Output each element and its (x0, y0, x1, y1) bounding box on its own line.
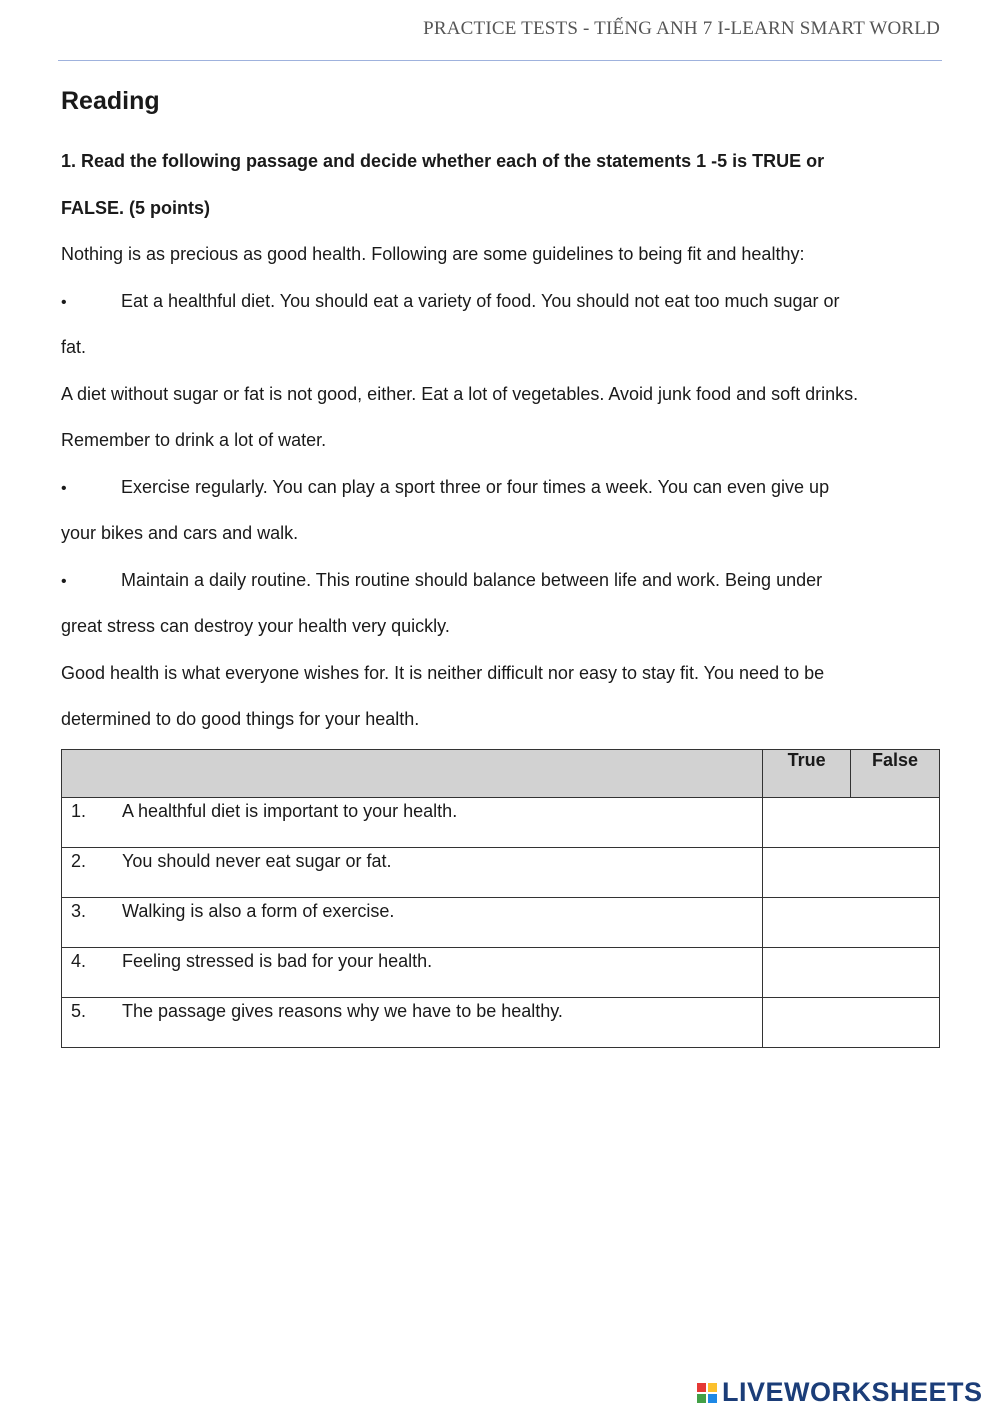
table-row (62, 998, 940, 1048)
answer-cell[interactable] (763, 948, 940, 998)
passage-bullet-exercise (61, 464, 939, 511)
passage-bullet-routine (61, 557, 939, 604)
statement-number: 5. (71, 1001, 87, 1021)
statement-number: 2. (71, 851, 87, 871)
bullet-text: Eat a healthful diet. You should eat a variety of food. You should not eat too much sugar or (121, 290, 840, 311)
true-false-table (61, 749, 940, 1048)
bullet-continuation: great stress can destroy your health very quickly. (61, 616, 450, 636)
answer-cell[interactable] (763, 898, 940, 948)
table-row (62, 798, 940, 848)
table-header-row (62, 750, 940, 798)
logo-square-green (697, 1394, 706, 1403)
table-row (62, 948, 940, 998)
statement-text: The passage gives reasons why we have to be healthy. (122, 1001, 563, 1021)
bullet-icon: • (61, 572, 67, 590)
logo-square-red (697, 1383, 706, 1392)
statement-text: A healthful diet is important to your health. (122, 801, 458, 821)
statement-text: Feeling stressed is bad for your health. (122, 951, 433, 971)
answer-cell[interactable] (763, 848, 940, 898)
false-column-header: False (851, 750, 940, 798)
statement-column-header (62, 750, 763, 798)
table-row (62, 848, 940, 898)
statement-text: Walking is also a form of exercise. (122, 901, 395, 921)
statement-cell (62, 798, 763, 848)
statement-cell (62, 998, 763, 1048)
statement-number: 4. (71, 951, 87, 971)
bullet-continuation: your bikes and cars and walk. (61, 523, 299, 543)
passage-intro: Nothing is as precious as good health. Following are some guidelines to being fit and healthy: (61, 244, 805, 264)
passage-closing-line-2: determined to do good things for your health. (61, 709, 420, 729)
liveworksheets-logo (697, 1377, 983, 1408)
bullet-icon: • (61, 479, 67, 497)
bullet-continuation: fat. (61, 337, 87, 357)
instruction-line-1: 1. Read the following passage and decide whether each of the statements 1 -5 is TRUE or (61, 151, 825, 171)
passage-bullet-diet (61, 278, 939, 325)
instruction-line-2: FALSE. (5 points) (61, 197, 211, 218)
section-title: Reading (61, 87, 160, 115)
worksheet-content (61, 82, 939, 743)
statement-cell (62, 948, 763, 998)
bullet-text: Maintain a daily routine. This routine should balance between life and work. Being under (121, 569, 823, 590)
statement-cell (62, 898, 763, 948)
statement-cell (62, 848, 763, 898)
passage-diet-line-1: A diet without sugar or fat is not good, either. Eat a lot of vegetables. Avoid junk food and soft drinks. (61, 383, 859, 404)
logo-mark-icon (697, 1383, 717, 1403)
bullet-text: Exercise regularly. You can play a sport three or four times a week. You can even give up (121, 476, 830, 497)
passage-closing-line-1: Good health is what everyone wishes for. It is neither difficult nor easy to stay fit. You need to be (61, 662, 825, 683)
header-rule (58, 60, 942, 61)
page-header: PRACTICE TESTS - TIẾNG ANH 7 I-LEARN SMART WORLD (423, 18, 940, 39)
logo-text: LIVEWORKSHEETS (722, 1377, 983, 1407)
statement-number: 3. (71, 901, 87, 921)
true-column-header: True (763, 750, 851, 798)
passage-diet-line-2: Remember to drink a lot of water. (61, 430, 327, 450)
statement-number: 1. (71, 801, 87, 821)
answer-cell[interactable] (763, 798, 940, 848)
table-row (62, 898, 940, 948)
statement-text: You should never eat sugar or fat. (122, 851, 392, 871)
logo-square-blue (708, 1394, 717, 1403)
answer-cell[interactable] (763, 998, 940, 1048)
exercise-instruction (61, 138, 939, 231)
bullet-icon: • (61, 293, 67, 311)
logo-square-yellow (708, 1383, 717, 1392)
